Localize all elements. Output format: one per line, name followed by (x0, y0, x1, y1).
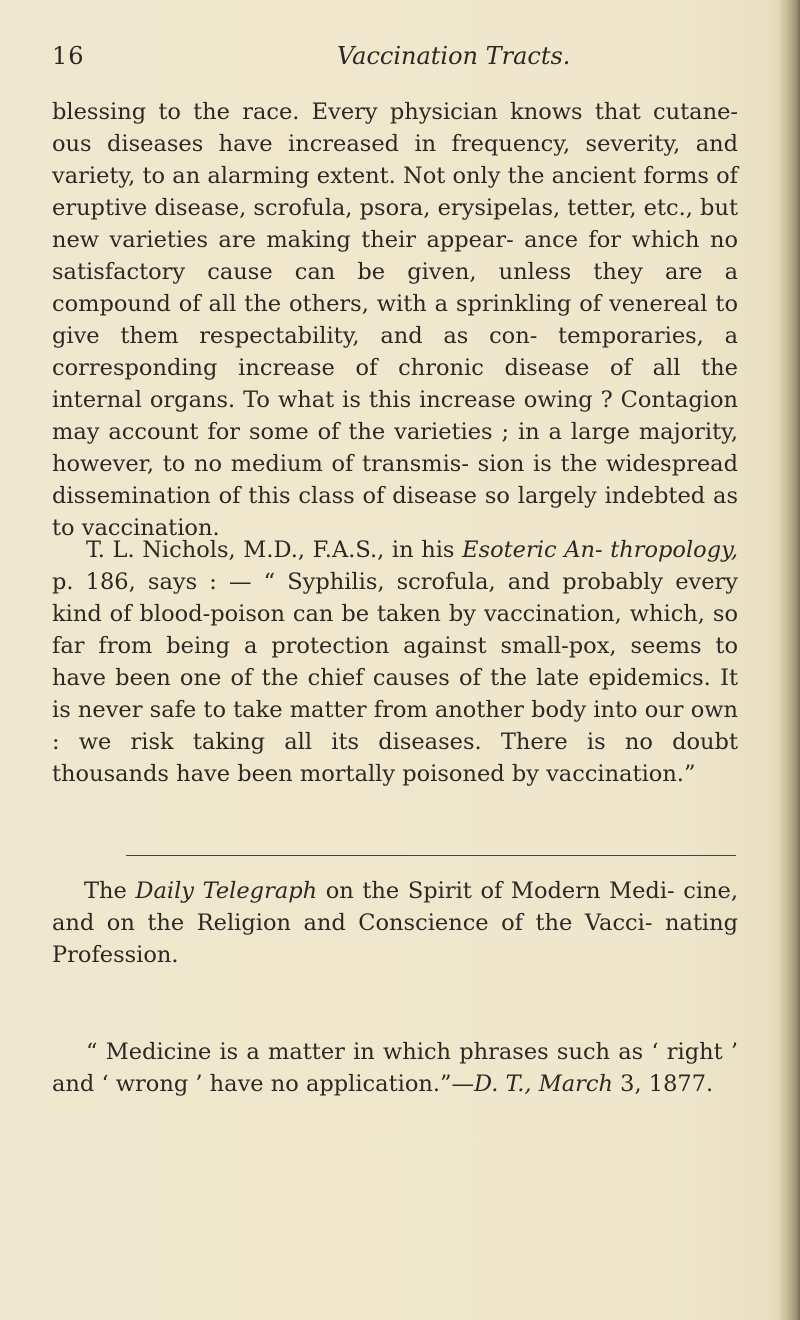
newspaper-title: Daily Telegraph (135, 878, 318, 904)
heading-text-end: on the Spirit of Modern Medi- cine, and on the Religion and Conscience of the Vacci- nating Profession. (52, 878, 738, 968)
quote-date: 3, 1877. (613, 1071, 714, 1097)
paragraph-medicine-quote (52, 1036, 738, 1100)
section-divider (126, 855, 736, 856)
page-number: 16 (52, 42, 85, 70)
heading-text-start: The (84, 878, 136, 904)
paragraph-nichols-quote (52, 534, 738, 790)
paragraph-disease-increase (52, 96, 738, 544)
book-title: Esoteric An- thropology, (462, 537, 738, 563)
paragraph-text: blessing to the race. Every physician knows that cutane- ous diseases have increased in frequency, severity, and variety, to an alarming extent. Not only the ancient forms of eruptive disease, scrofula, psora, erysipelas, tetter, etc., but new varieties are making their appear- ance for which no satisfactory cause can be given, unless they are a compound of all the others, with a sprinkling of venereal to give them respectability, and as con- temporaries, a corresponding increase of chronic disease of all the internal organs. To what is this increase owing ? Contagion may account for some of the varieties ; in a large majority, however, to no medium of transmis- sion is the widespread dissemination of this class of disease so largely indebted as to vaccination. (52, 99, 738, 541)
section-heading-daily-telegraph (52, 875, 738, 971)
running-head: Vaccination Tracts. (337, 42, 571, 70)
paragraph-text-end: p. 186, says : — “ Syphilis, scrofula, and probably every kind of blood-poison can be taken by vaccination, which, so far from being a protection against small-pox, seems to have been one of the chief causes of the late epidemics. It is never safe to take matter from another body into our own : we risk taking all its diseases. There is no doubt thousands have been mortally poisoned by vaccination.” (52, 569, 738, 787)
quote-source: D. T., March (474, 1071, 614, 1097)
quote-text: “ Medicine is a matter in which phrases such as ‘ right ’ and ‘ wrong ’ have no application.”— (52, 1039, 738, 1097)
page-header (52, 42, 742, 82)
page-edge-shadow (778, 0, 800, 1320)
paragraph-text-start: T. L. Nichols, M.D., F.A.S., in his (86, 537, 463, 563)
